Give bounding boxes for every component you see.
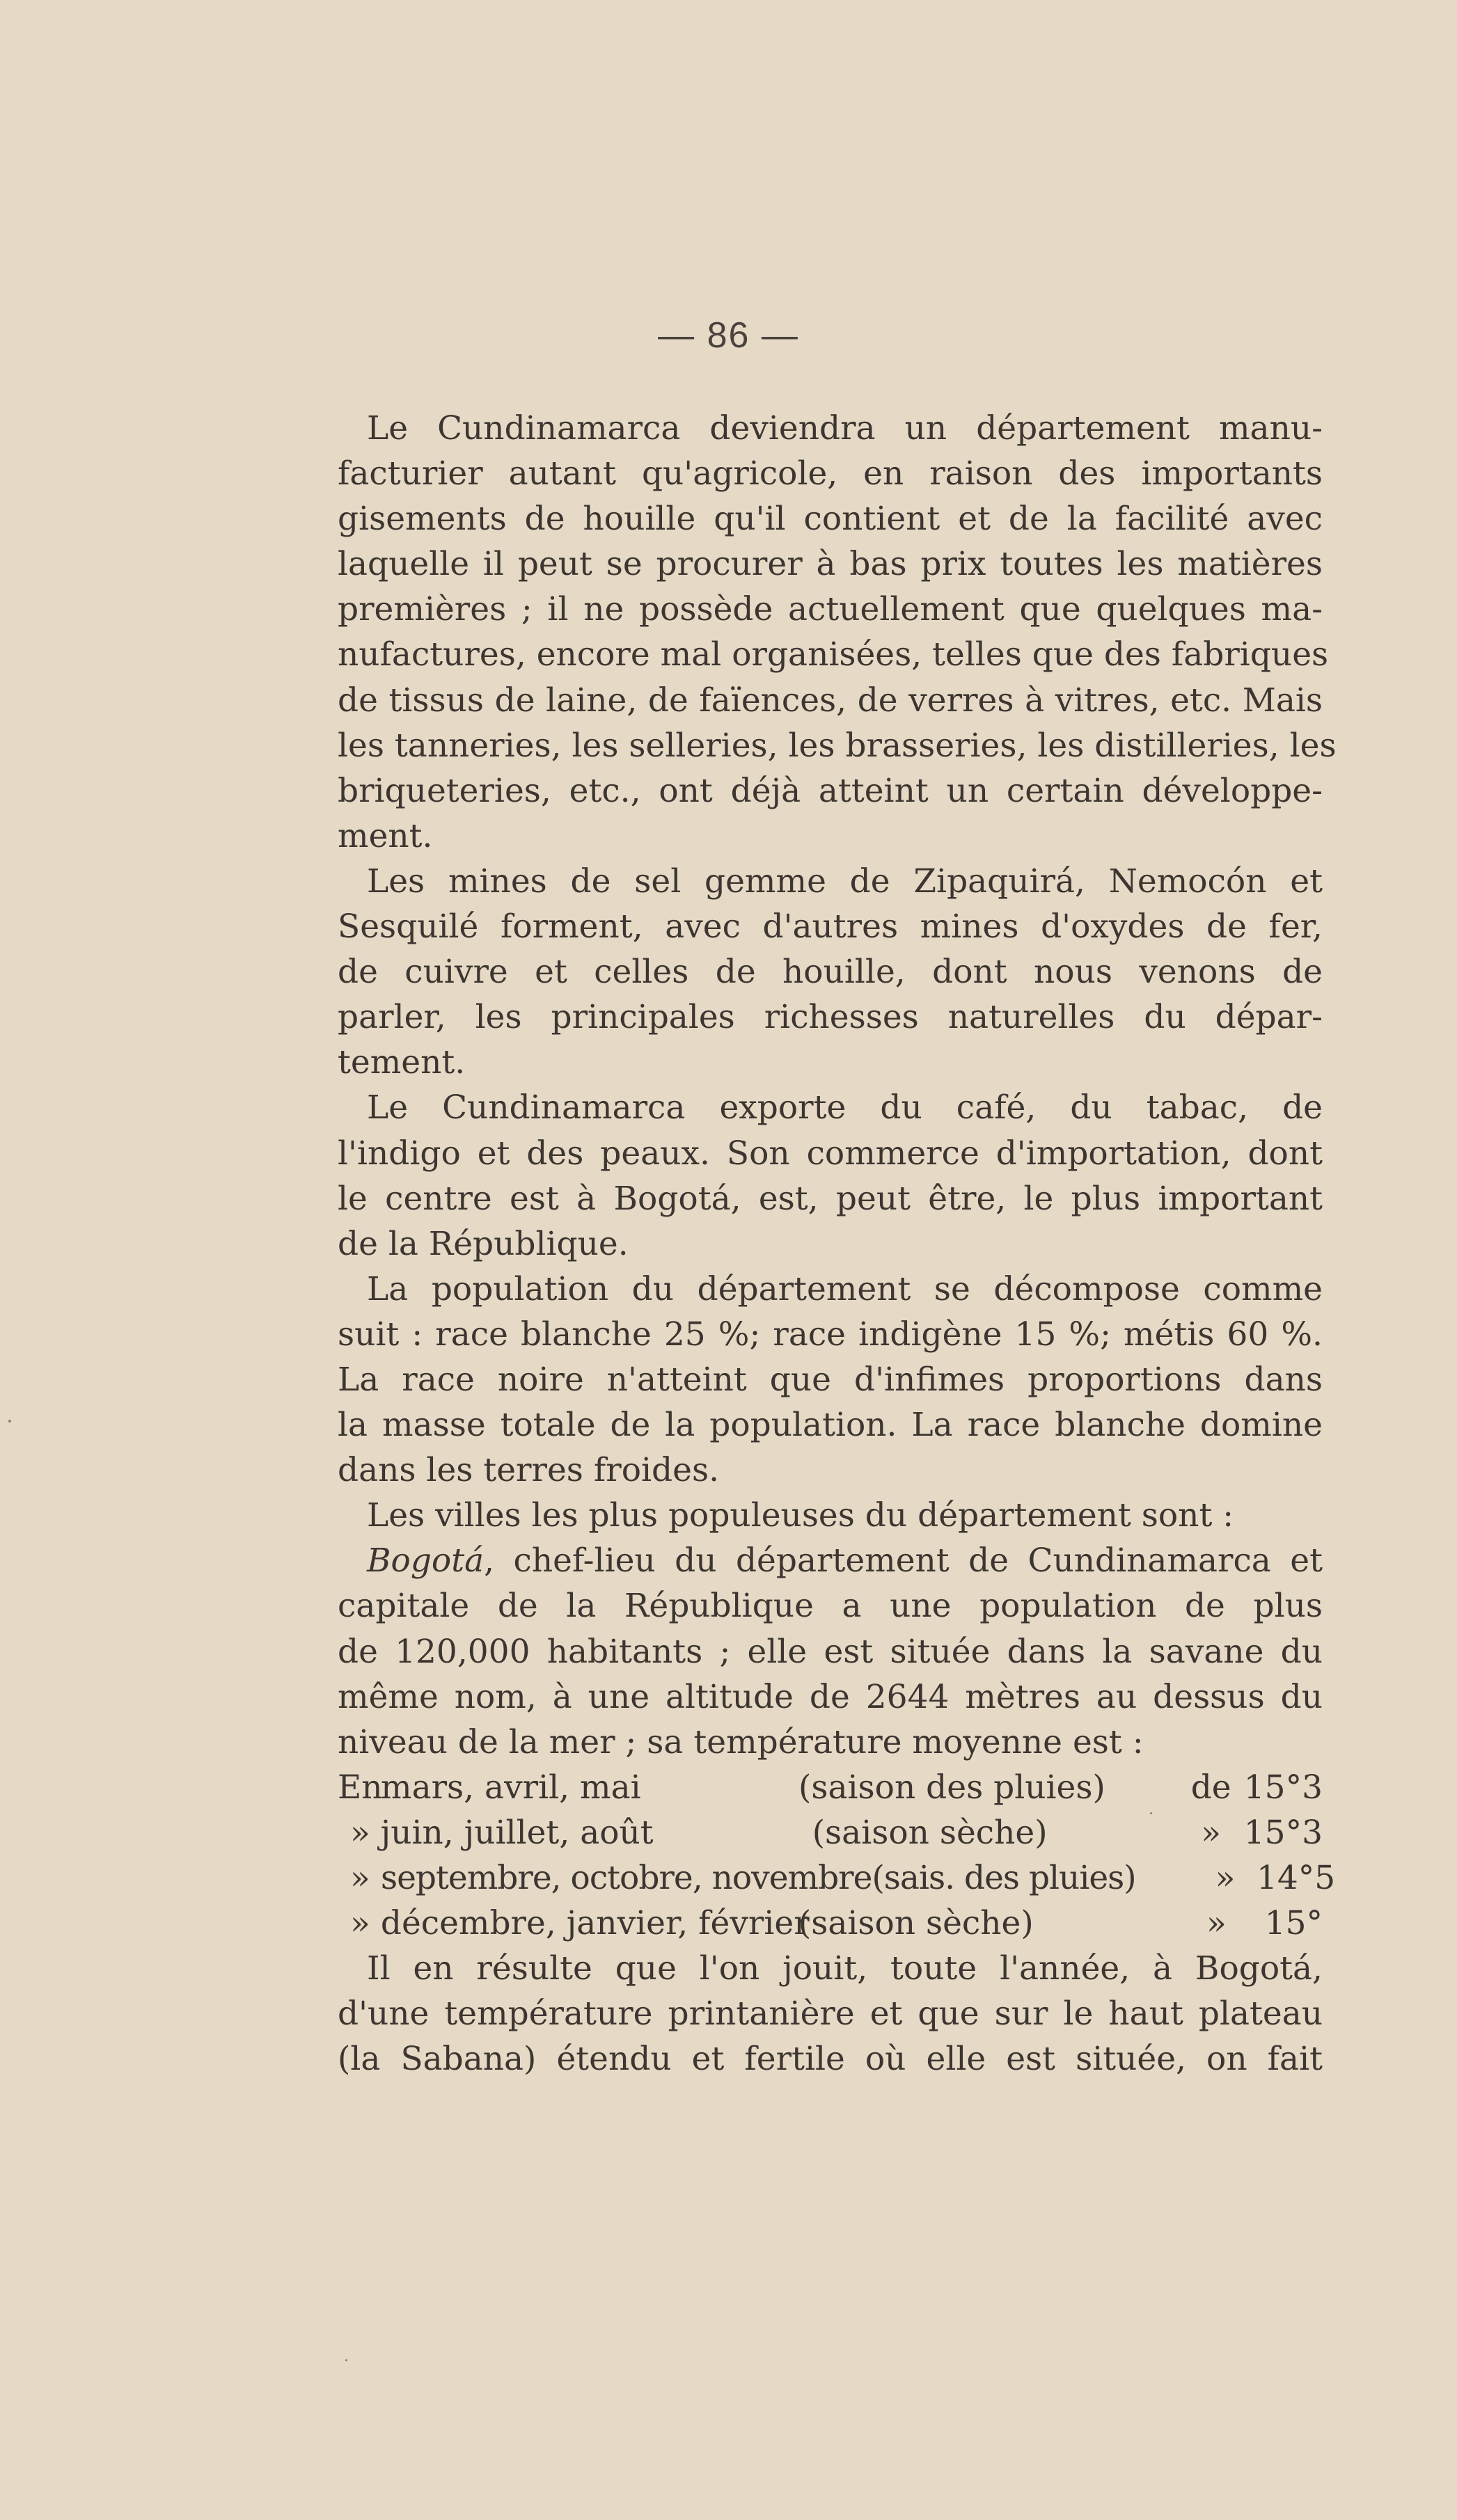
row-prefix: »: [350, 1859, 370, 1897]
text-line: la masse totale de la population. La race blanche domine: [338, 1406, 1323, 1445]
text-line: de cuivre et celles de houille, dont nous venons de: [338, 953, 1323, 992]
row-prefix: »: [350, 1813, 370, 1852]
text-line: dans les terres froides.: [338, 1451, 720, 1490]
text-line: laquelle il peut se procurer à bas prix toutes les matières: [338, 545, 1323, 584]
text-line: ment.: [338, 816, 433, 855]
text-line: Sesquilé forment, avec d'autres mines d'oxydes de fer,: [338, 908, 1323, 946]
row-prefix: En: [338, 1768, 383, 1807]
row-value: 15°: [1264, 1904, 1323, 1943]
text-line: de 120,000 habitants ; elle est située dans la savane du: [338, 1632, 1323, 1671]
temperature-table: [338, 1765, 1336, 1946]
text-line: Les villes les plus populeuses du département sont :: [367, 1496, 1234, 1535]
temperature-row: [338, 1765, 1323, 1810]
paper-speck: [1150, 1812, 1152, 1814]
text-line: le centre est à Bogotá, est, peut être, le plus important: [338, 1179, 1323, 1218]
text-line: La race noire n'atteint que d'infimes proportions dans: [338, 1360, 1323, 1399]
row-mark: »: [1215, 1859, 1236, 1897]
row-prefix: »: [350, 1904, 370, 1943]
city-name-bogota: Bogotá: [367, 1542, 485, 1580]
text-line: niveau de la mer ; sa température moyenne est :: [338, 1722, 1144, 1761]
row-mark: de: [1190, 1768, 1231, 1807]
row-value: 15°3: [1243, 1813, 1323, 1852]
paragraph-bogota: [338, 1538, 1323, 1764]
page-number: — 86 —: [658, 315, 799, 356]
row-season: (saison des pluies): [798, 1768, 1105, 1807]
paragraph-exports: [338, 1085, 1323, 1266]
text-line: les tanneries, les selleries, les brasseries, les distilleries, les: [338, 726, 1337, 765]
text-line: gisements de houille qu'il contient et de la facilité avec: [338, 500, 1323, 539]
text-line: même nom, à une altitude de 2644 mètres au dessus du: [338, 1677, 1323, 1716]
row-mark: »: [1201, 1813, 1222, 1852]
paragraph-climate-result: [338, 1946, 1323, 2082]
row-months: décembre, janvier, février: [380, 1904, 810, 1943]
text-line: Il en résulte que l'on jouit, toute l'année, à Bogotá,: [367, 1949, 1323, 1988]
row-season: (sais. des pluies): [872, 1859, 1136, 1897]
row-season: (saison sèche): [798, 1904, 1034, 1943]
text-line: premières ; il ne possède actuellement que quelques ma-: [338, 590, 1323, 629]
text-line: de la République.: [338, 1224, 629, 1263]
text-line: (la Sabana) étendu et fertile où elle est située, on fait: [338, 2040, 1323, 2079]
text-line: Bogotá, chef-lieu du département de Cundinamarca et: [367, 1542, 1323, 1580]
text-line: suit : race blanche 25 %; race indigène 15 %; métis 60 %.: [338, 1315, 1323, 1354]
row-season: (saison sèche): [812, 1813, 1048, 1852]
temperature-row: [338, 1810, 1323, 1855]
text-line: tement.: [338, 1043, 466, 1082]
text-line: de tissus de laine, de faïences, de verres à vitres, etc. Mais: [338, 681, 1323, 720]
text-line: briqueteries, etc., ont déjà atteint un certain développe-: [338, 771, 1323, 810]
text-line: capitale de la République a une population de plus: [338, 1587, 1323, 1626]
text-line: nufactures, encore mal organisées, telles que des fabriques: [338, 635, 1329, 674]
text-line: l'indigo et des peaux. Son commerce d'importation, dont: [338, 1134, 1323, 1173]
paragraph-mines: [338, 859, 1323, 1085]
text-line: Le Cundinamarca exporte du café, du tabac, de: [367, 1088, 1323, 1127]
temperature-row: [338, 1855, 1336, 1901]
row-mark: »: [1206, 1904, 1227, 1943]
row-months: mars, avril, mai: [381, 1768, 641, 1807]
paragraph-cities-intro: [338, 1493, 1323, 1538]
text-line: Le Cundinamarca deviendra un département manu-: [367, 409, 1323, 447]
text-line: facturier autant qu'agricole, en raison des importants: [338, 454, 1323, 493]
text-line: La population du département se décompose comme: [367, 1269, 1323, 1308]
paragraph-manufacturing: [338, 406, 1337, 859]
row-value: 14°5: [1257, 1859, 1336, 1897]
paper-speck: [345, 2359, 347, 2361]
text-line: parler, les principales richesses naturelles du dépar-: [338, 998, 1323, 1037]
text-line: Les mines de sel gemme de Zipaquirá, Nemocón et: [367, 862, 1323, 901]
row-months: juin, juillet, août: [380, 1813, 654, 1852]
row-value: 15°3: [1243, 1768, 1323, 1807]
temperature-row: [338, 1901, 1323, 1946]
text-line: d'une température printanière et que sur le haut plateau: [338, 1995, 1323, 2034]
body-text: [338, 406, 1337, 2082]
paragraph-population: [338, 1267, 1323, 1493]
paper-speck: [8, 1420, 11, 1423]
row-months: septembre, octobre, novembre: [381, 1859, 872, 1897]
